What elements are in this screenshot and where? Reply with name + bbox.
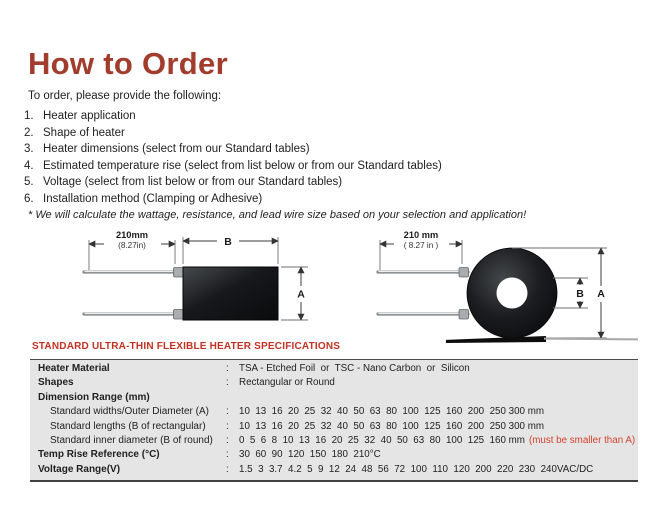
row-colon: : bbox=[226, 406, 229, 418]
row-value: TSA - Etched Foil or TSC - Nano Carbon or Silicon bbox=[239, 363, 470, 374]
row-value: 30 60 90 120 150 180 210°C bbox=[239, 449, 381, 461]
row-value: 10 13 16 20 25 32 40 50 63 80 100 125 160 200 250 300 mm bbox=[239, 420, 545, 432]
inner-diameter-label: B bbox=[576, 288, 584, 300]
row-value-numbers: 0 5 6 8 10 13 16 20 25 32 40 50 63 80 100 125 160 mm bbox=[239, 434, 525, 446]
step-text: Shape of heater bbox=[43, 126, 125, 139]
round-heater-hole bbox=[497, 278, 528, 309]
step-number: 3. bbox=[24, 143, 34, 156]
row-label: Standard widths/Outer Diameter (A) bbox=[50, 406, 209, 418]
list-item bbox=[24, 191, 624, 208]
lead-length-label: 210 mm bbox=[403, 230, 439, 240]
row-label: Heater Material bbox=[38, 363, 110, 374]
row-colon: : bbox=[226, 463, 229, 475]
row-value: 10 13 16 20 25 32 40 50 63 80 100 125 160 200 250 300 mm bbox=[239, 406, 545, 418]
row-colon: : bbox=[226, 377, 229, 389]
row-value bbox=[239, 434, 635, 448]
step-number: 2. bbox=[24, 126, 34, 139]
list-item bbox=[24, 141, 624, 158]
height-dimension-label: A bbox=[297, 288, 305, 301]
step-number: 1. bbox=[24, 110, 34, 122]
lead-length-inches-label: ( 8.27 in ) bbox=[403, 241, 439, 250]
step-text: Installation method (Clamping or Adhesive) bbox=[43, 192, 263, 205]
row-colon: : bbox=[226, 363, 229, 374]
step-number: 5. bbox=[24, 176, 34, 189]
wire-sleeve bbox=[174, 268, 184, 278]
row-label: Shapes bbox=[38, 377, 74, 389]
lead-wires-highlight bbox=[85, 271, 179, 313]
row-label: Standard inner diameter (B of round) bbox=[50, 434, 213, 446]
table-row bbox=[30, 362, 638, 376]
row-value-constraint-note: (must be smaller than A) bbox=[528, 434, 636, 446]
table-row bbox=[30, 434, 638, 448]
outer-diameter-label: A bbox=[597, 288, 605, 300]
list-item bbox=[24, 108, 624, 125]
lead-length-label: 210mm bbox=[115, 230, 149, 240]
list-item bbox=[24, 125, 624, 142]
spec-table bbox=[30, 359, 638, 482]
page-title: How to Order bbox=[28, 46, 228, 81]
lead-wires bbox=[84, 272, 183, 314]
row-label: Temp Rise Reference (°C) bbox=[38, 449, 160, 461]
table-row bbox=[30, 376, 638, 390]
row-colon: : bbox=[226, 434, 229, 446]
row-label: Dimension Range (mm) bbox=[38, 391, 150, 403]
rectangular-heater-body bbox=[183, 267, 278, 320]
intro-text: To order, please provide the following: bbox=[28, 90, 222, 102]
table-row bbox=[30, 448, 638, 462]
table-row bbox=[30, 391, 638, 405]
width-dimension-label: B bbox=[224, 236, 232, 248]
step-number: 6. bbox=[24, 192, 34, 205]
step-text: Estimated temperature rise (select from list below or from our Standard tables) bbox=[43, 159, 442, 172]
wire-sleeve bbox=[459, 268, 469, 278]
row-value: Rectangular or Round bbox=[239, 377, 335, 389]
row-colon: : bbox=[226, 420, 229, 432]
step-number: 4. bbox=[24, 159, 34, 172]
order-steps-list bbox=[24, 108, 624, 208]
table-row bbox=[30, 463, 638, 477]
list-item bbox=[24, 158, 624, 175]
row-value: 1.5 3 3.7 4.2 5 9 12 24 48 56 72 100 110 120 200 220 230 240VAC/DC bbox=[239, 463, 594, 475]
table-row bbox=[30, 405, 638, 419]
step-text: Voltage (select from list below or from our Standard tables) bbox=[43, 176, 343, 189]
round-heater-diagram bbox=[378, 230, 607, 338]
heater-diagrams bbox=[0, 228, 650, 346]
list-item bbox=[24, 174, 624, 191]
calculation-note: * We will calculate the wattage, resistance, and lead wire size based on your selection and application! bbox=[28, 209, 527, 221]
wire-sleeve bbox=[174, 310, 184, 320]
row-label: Voltage Range(V) bbox=[38, 463, 121, 475]
step-text: Heater dimensions (select from our Standard tables) bbox=[43, 143, 310, 156]
spec-table-title: STANDARD ULTRA-THIN FLEXIBLE HEATER SPECIFICATIONS bbox=[32, 341, 341, 352]
lead-wires-highlight bbox=[379, 271, 464, 313]
step-text: Heater application bbox=[43, 110, 136, 122]
lead-length-inches-label: (8.27in) bbox=[118, 241, 146, 250]
lead-wires bbox=[378, 272, 468, 314]
row-colon: : bbox=[226, 449, 229, 461]
row-label: Standard lengths (B of rectangular) bbox=[50, 420, 206, 432]
wire-sleeve bbox=[459, 310, 469, 320]
table-row bbox=[30, 420, 638, 434]
rectangular-heater-diagram bbox=[84, 230, 308, 320]
